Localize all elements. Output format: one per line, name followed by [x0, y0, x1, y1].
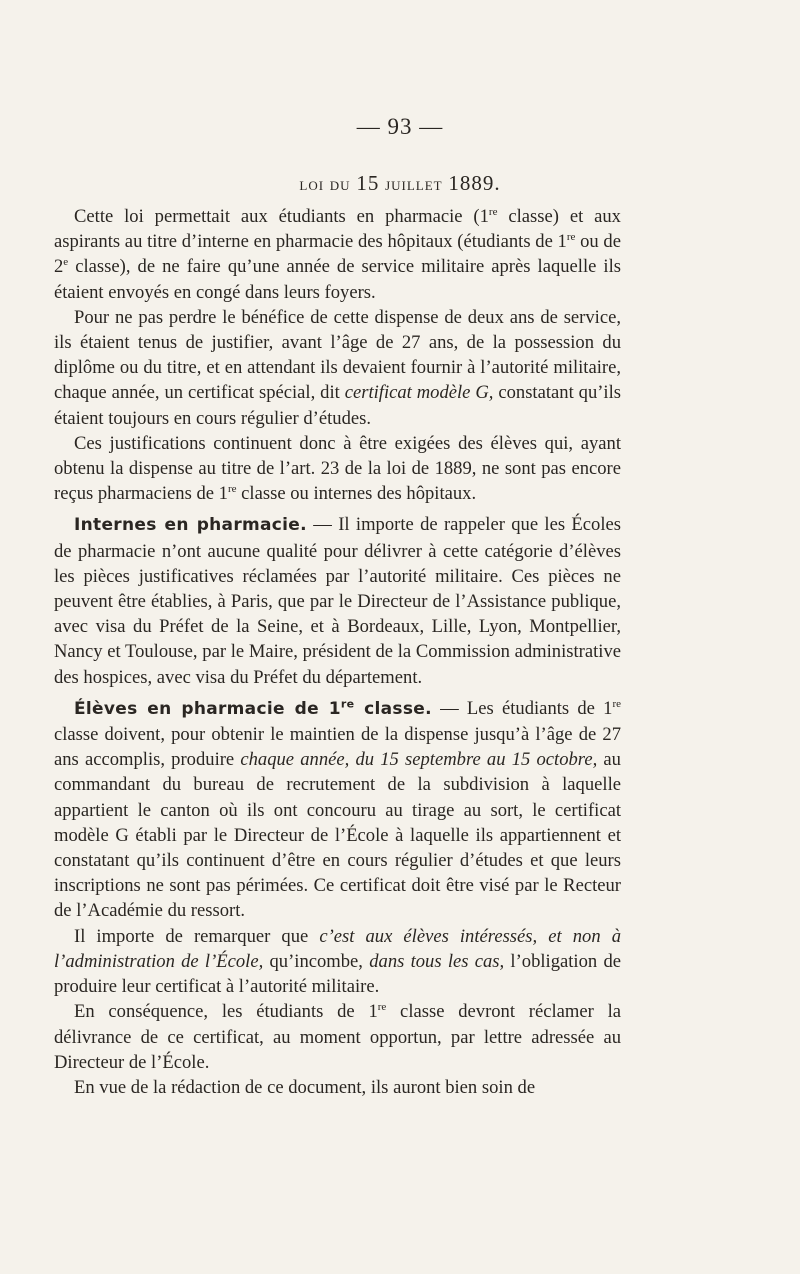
text-run: — Il importe de rappeler que les Écoles de pharmacie n’ont aucune qualité pour délivrer à cette catégorie d’élèves les pièces justificatives réclamées par l’autorité militaire. Ces pièces ne peuvent être établies, à Paris, que par le Directeur de l’Assistance publique, avec visa du Préfet de la Seine, et à Bordeaux, Lille, Lyon, Montpellier, Nancy et Toulouse, par le Maire, président de la Commission administrative des hospices, avec visa du Préfet du département.: [54, 514, 621, 688]
text-run: Ces justifications continuent donc à être exigées des élèves qui, ayant obtenu la dispense au titre de l’art. 23 de la loi de 1889, ne sont pas encore reçus pharmaciens de 1: [54, 432, 621, 505]
section-title-internes: Internes en pharmacie.: [74, 515, 307, 536]
text-run: En vue de la rédaction de ce document, ils auront bien soin de: [74, 1076, 536, 1098]
paragraph-internes: [54, 512, 621, 689]
italic-text: certificat modèle G,: [344, 382, 494, 404]
paragraph-3: [54, 431, 621, 507]
superscript: re: [377, 1001, 387, 1014]
text-run: Cette loi permettait aux étudiants en pharmacie (1: [74, 206, 489, 227]
paragraph-8: [54, 1075, 621, 1100]
text-run: classe.: [354, 698, 432, 719]
text-run: Il importe de remarquer que: [74, 925, 320, 947]
paragraph-7: [54, 999, 621, 1075]
italic-text: chaque année, du 15 septembre au 15 octobre,: [240, 749, 598, 771]
paragraph-eleves: [54, 696, 621, 924]
superscript: re: [488, 205, 498, 218]
text-run: constatant qu’ils étaient toujours en cours régulier d’études.: [54, 382, 622, 429]
section-title-eleves: [74, 699, 432, 719]
law-heading: [0, 171, 800, 196]
text-run: — Les étudiants de 1: [431, 697, 613, 719]
page-number: — 93 —: [356, 114, 444, 139]
text-run: En conséquence, les étudiants de 1: [74, 1001, 378, 1023]
text-run: classe devront réclamer la délivrance de ce certificat, au moment opportun, par lettre adressée au Directeur de l’École.: [54, 1001, 621, 1073]
text-run: Pour ne pas perdre le bénéfice de cette dispense de deux ans de service, ils étaient tenus de justifier, avant l’âge de 27 ans, de la possession du diplôme ou du titre, et en attendant ils devaient fournir à l’autorité militaire, chaque année, un certificat spécial, dit: [54, 306, 621, 404]
text-run: classe), de ne faire qu’une année de service militaire après laquelle ils étaient envoyés en congé dans leurs foyers.: [54, 256, 621, 303]
text-run: classe doivent, pour obtenir le maintien de la dispense jusqu’à l’âge de 27 ans accomplis, produire: [54, 724, 621, 771]
text-run: classe) et aux aspirants au titre d’interne en pharmacie des hôpitaux (étudiants de 1: [54, 206, 621, 253]
paragraph-1: [54, 204, 621, 305]
superscript: re: [612, 697, 622, 710]
law-heading-date: 15: [356, 171, 380, 195]
superscript: re: [566, 231, 576, 244]
italic-text: c’est aux élèves intéressés, et non à l’administration de l’École,: [54, 925, 621, 972]
text-run: au commandant du bureau de recrutement de la subdivision à laquelle appartient le canton où ils ont concouru au tirage au sort, le certificat modèle G établi par le Directeur de l’École à laquelle ils appartiennent et constatant qu’ils continuent d’être en cours régulier d’études et que leurs inscriptions ne sont pas périmées. Ce certificat doit être visé par le Recteur de l’Académie du ressort.: [54, 749, 621, 922]
text-run: qu’incombe,: [263, 950, 370, 972]
law-heading-prefix: loi du: [299, 174, 357, 195]
text-run: ou de 2: [54, 231, 621, 278]
superscript: e: [63, 256, 69, 269]
text-run: l’obligation de produire leur certificat à l’autorité militaire.: [54, 950, 621, 998]
superscript: re: [340, 697, 355, 711]
law-heading-month: juillet: [379, 174, 449, 195]
body-text: [54, 204, 621, 1100]
superscript: re: [227, 483, 237, 496]
paragraph-2: [54, 305, 621, 431]
text-run: Élèves en pharmacie de 1: [74, 698, 341, 719]
italic-text: dans tous les cas,: [369, 950, 505, 972]
paragraph-6: [54, 924, 621, 1000]
text-run: classe ou internes des hôpitaux.: [236, 483, 477, 505]
law-heading-year: 1889.: [448, 171, 501, 195]
